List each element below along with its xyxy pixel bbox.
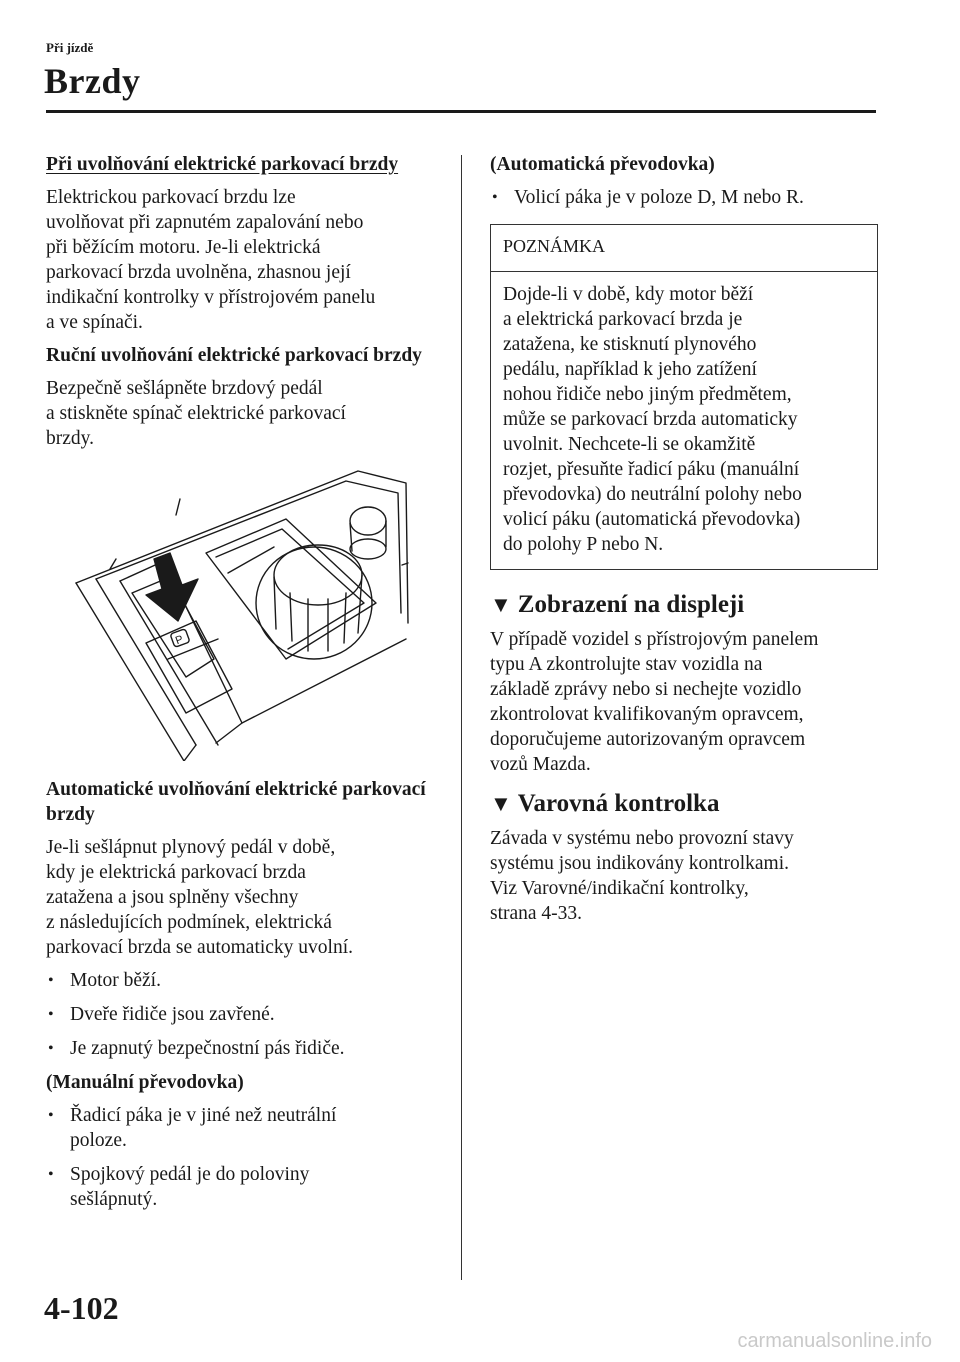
page-title: Brzdy — [44, 61, 141, 101]
watermark: carmanualsonline.info — [737, 1330, 932, 1352]
note-body: Dojde-li v době, kdy motor běží a elektrická parkovací brzda je zatažena, ke stisknutí plynového pedálu, například k jeho zatížení nohou řidiče nebo jiným předmětem, může se parkovací brzda automaticky uvolnit. Nechcete-li se okamžitě rozjet, přesuňte řadicí páku (manuální převodovka) do neutrální polohy nebo volicí páku (automatická převodovka) do polohy P nebo N. — [503, 284, 802, 555]
note-title: POZNÁMKA — [491, 225, 877, 272]
header-rule — [46, 110, 876, 113]
list-item: • Řadicí páka je v jiné než neutrální poloze. — [48, 1105, 337, 1151]
triangle-icon: ▼ — [490, 791, 512, 816]
list-item: • Spojkový pedál je do poloviny sešlápnutý. — [48, 1164, 310, 1210]
column-divider — [461, 155, 462, 1280]
p-symbol-label: P — [173, 633, 185, 648]
left-column — [46, 152, 441, 1221]
section-warning-heading: ▼ Varovná kontrolka — [490, 790, 720, 817]
automatic-transmission-list — [490, 185, 878, 210]
bullet-icon: • — [492, 189, 498, 206]
parking-brake-switch-illustration — [46, 463, 441, 761]
paragraph-manual-release: Bezpečně sešlápněte brzdový pedál a stiskněte spínač elektrické parkovací brzdy. — [46, 378, 346, 449]
section-display-heading: ▼ Zobrazení na displeji — [490, 591, 745, 618]
bullet-icon: • — [48, 1107, 54, 1124]
paragraph-display: V případě vozidel s přístrojovým panelem typu A zkontrolujte stav vozidla na základě zprávy nebo si nechejte vozidlo zkontrolovat kvalifikovaným opravcem, doporučujeme autorizovaným opravcem vozů Mazda. — [490, 629, 819, 775]
heading-manual-release: Ruční uvolňování elektrické parkovací brzdy — [46, 345, 422, 366]
heading-auto-release: Automatické uvolňování elektrické parkovací brzdy — [46, 779, 426, 825]
page-number: 4-102 — [44, 1290, 119, 1326]
heading-manual-transmission: (Manuální převodovka) — [46, 1072, 244, 1093]
paragraph-warning: Závada v systému nebo provozní stavy systému jsou indikovány kontrolkami. Viz Varovné/indikační kontrolky, strana 4-33. — [490, 828, 794, 924]
paragraph-auto-release: Je-li sešlápnut plynový pedál v době, kdy je elektrická parkovací brzda zatažena a jsou splněny všechny z následujících podmínek, elektrická parkovací brzda se automaticky uvolní. — [46, 837, 354, 958]
paragraph-release: Elektrickou parkovací brzdu lze uvolňovat při zapnutém zapalování nebo při běžícím motoru. Je-li elektrická parkovací brzda uvolněna, zhasnou její indikační kontrolky v přístrojovém panelu a ve spínači. — [46, 187, 376, 333]
bullet-icon: • — [48, 972, 54, 989]
bullet-icon: • — [48, 1166, 54, 1183]
list-item: • Motor běží. — [48, 970, 161, 991]
list-item: • Volicí páka je v poloze D, M nebo R. — [492, 187, 804, 208]
section-label: Při jízdě — [46, 40, 94, 55]
list-item: • Dveře řidiče jsou zavřené. — [48, 1004, 275, 1025]
list-item: • Je zapnutý bezpečnostní pás řidiče. — [48, 1038, 345, 1059]
heading-automatic-transmission: (Automatická převodovka) — [490, 154, 715, 175]
heading-release: Při uvolňování elektrické parkovací brzdy — [46, 154, 399, 175]
note-box — [490, 224, 878, 570]
bullet-icon: • — [48, 1040, 54, 1057]
right-column — [490, 152, 878, 934]
bullet-icon: • — [48, 1006, 54, 1023]
triangle-icon: ▼ — [490, 592, 512, 617]
auto-conditions-list — [46, 968, 441, 1061]
manual-transmission-list — [46, 1103, 441, 1212]
